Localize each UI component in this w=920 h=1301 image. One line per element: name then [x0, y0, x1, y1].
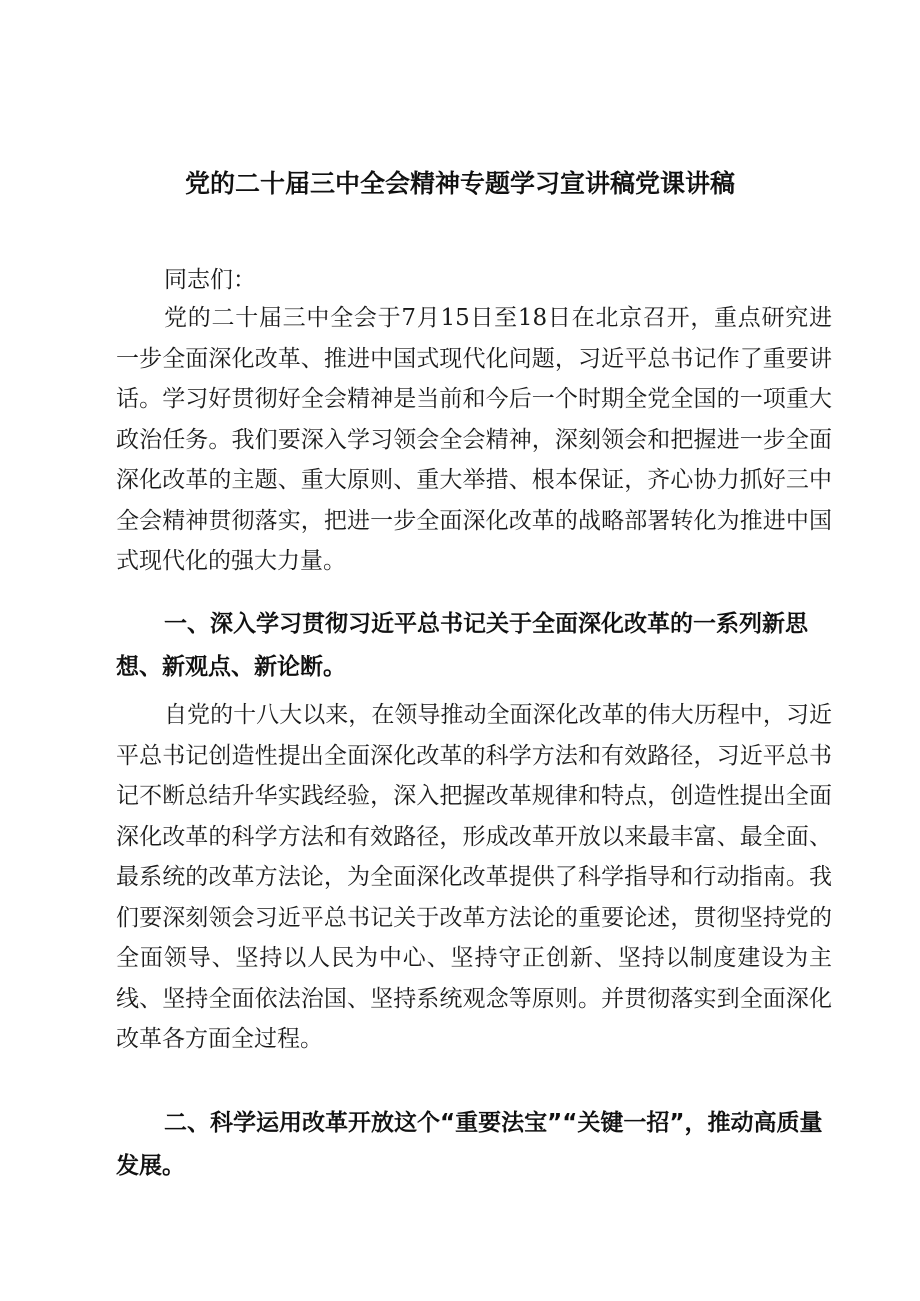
section-one-heading: 一、深入学习贯彻习近平总书记关于全面深化改革的一系列新思想、新观点、新论断。	[116, 611, 808, 680]
section-two-heading: 二、科学运用改革开放这个“重要法宝”“关键一招”，推动高质量发展。	[116, 1110, 823, 1179]
document-title: 党的二十届三中全会精神专题学习宣讲稿党课讲稿	[184, 169, 735, 198]
section-one-paragraph: 自党的十八大以来，在领导推动全面深化改革的伟大历程中，习近平总书记创造性提出全面深化改革的科学方法和有效路径，习近平总书记不断总结升华实践经验，深入把握改革规律和特点，创造性提出全面深化改革的科学方法和有效路径，形成改革开放以来最丰富、最全面、最系统的改革方法论，为全面深化改革提供了科学指导和行动指南。我们要深刻领会习近平总书记关于改革方法论的重要论述，贯彻坚持党的全面领导、坚持以人民为中心、坚持守正创新、坚持以制度建设为主线、坚持全面依法治国、坚持系统观念等原则。并贯彻落实到全面深化改革各方面全过程。	[116, 702, 832, 1052]
salutation: 同志们：	[164, 267, 256, 293]
intro-paragraph: 党的二十届三中全会于7月15日至18日在北京召开，重点研究进一步全面深化改革、推进中国式现代化问题，习近平总书记作了重要讲话。学习好贯彻好全会精神是当前和今后一个时期全党全国的一项重大政治任务。我们要深入学习领会全会精神，深刻领会和把握进一步全面深化改革的主题、重大原则、重大举措、根本保证，齐心协力抓好三中全会精神贯彻落实，把进一步全面深化改革的战略部署转化为推进中国式现代化的强大力量。	[116, 305, 832, 574]
